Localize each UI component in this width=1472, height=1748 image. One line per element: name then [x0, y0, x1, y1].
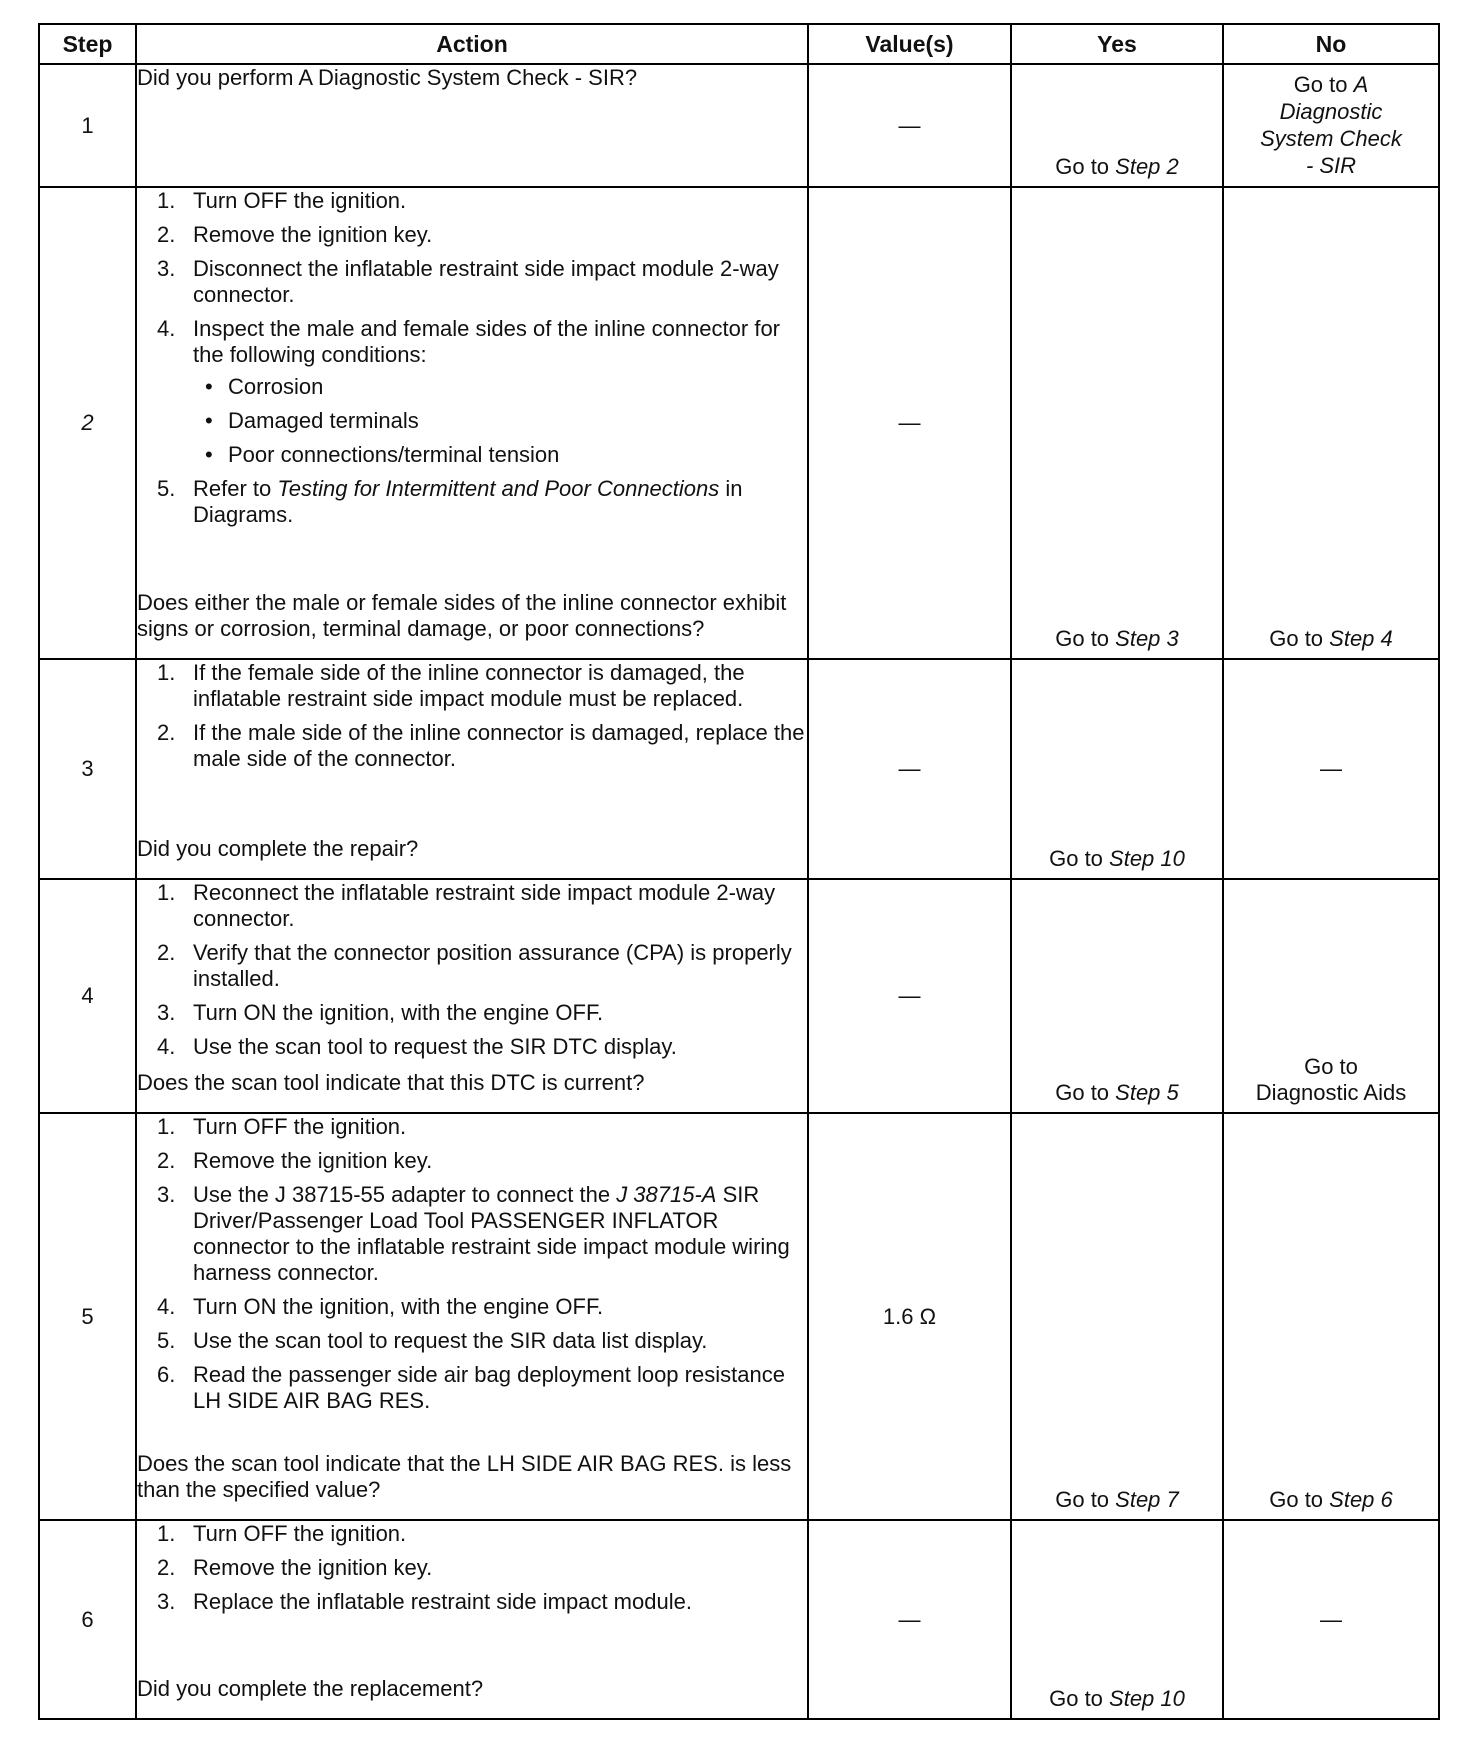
action-cell [136, 64, 808, 187]
header-step: Step [39, 24, 136, 64]
yes-cell [1011, 1520, 1223, 1719]
bullet-item: • Damaged terminals [193, 408, 807, 434]
no-cell [1223, 1113, 1439, 1520]
table-row-step-6 [39, 1520, 1439, 1719]
step-number: 6 [39, 1520, 136, 1719]
action-cell [136, 1113, 808, 1520]
step-number: 3 [39, 659, 136, 879]
no-cell [1223, 187, 1439, 659]
header-yes: Yes [1011, 24, 1223, 64]
value-cell: — [808, 64, 1011, 187]
yes-link[interactable]: Go to Step 3 [1055, 626, 1179, 651]
bullet-item: • Poor connections/terminal tension [193, 442, 807, 468]
list-item: 2. Remove the ignition key. [157, 1148, 433, 1173]
list-item: 3. Use the J 38715-55 adapter to connect the J 38715-A SIR Driver/Passenger Load Tool PASSENGER INFLATOR connector to the inflatable restraint side impact module wiring harness connector. [157, 1182, 790, 1285]
list-item: 4. Inspect the male and female sides of the inline connector for the following conditions: • Corrosion • Damaged terminals • Poor connections/terminal tension [137, 316, 807, 468]
no-link[interactable]: Go to Step 6 [1269, 1487, 1393, 1512]
yes-cell [1011, 1113, 1223, 1520]
yes-cell [1011, 64, 1223, 187]
no-value: — [1320, 756, 1342, 781]
table-row-step-2 [39, 187, 1439, 659]
list-item: 6. Read the passenger side air bag deployment loop resistance LH SIDE AIR BAG RES. [157, 1362, 785, 1413]
action-cell [136, 1520, 808, 1719]
yes-link[interactable] [1012, 154, 1222, 180]
no-prefix: Go to [1293, 72, 1354, 97]
yes-link[interactable]: Go to Step 7 [1055, 1487, 1179, 1512]
no-link[interactable] [1224, 71, 1438, 179]
value-cell: — [808, 659, 1011, 879]
question-text: Did you complete the repair? [137, 836, 419, 861]
no-link[interactable]: Go to Step 4 [1269, 626, 1393, 651]
step-list [137, 880, 807, 1068]
no-ref: A Diagnostic System Check - SIR [1260, 72, 1402, 178]
yes-link[interactable]: Go to Step 10 [1049, 846, 1185, 871]
header-row [39, 24, 1439, 64]
header-values: Value(s) [808, 24, 1011, 64]
list-item: 1. Turn OFF the ignition. [157, 188, 407, 213]
list-item: 4. Turn ON the ignition, with the engine OFF. [157, 1294, 604, 1319]
value-cell: — [808, 879, 1011, 1113]
yes-cell [1011, 187, 1223, 659]
step-number: 2 [39, 187, 136, 659]
list-item: 4. Use the scan tool to request the SIR DTC display. [157, 1034, 677, 1059]
list-item: 1. Turn OFF the ignition. [157, 1114, 407, 1139]
list-item: 2. Remove the ignition key. [157, 222, 433, 247]
bullet-item: • Corrosion [193, 374, 807, 400]
yes-prefix: Go to [1055, 154, 1116, 179]
action-cell [136, 659, 808, 879]
step-number: 4 [39, 879, 136, 1113]
step-list [137, 1114, 807, 1422]
list-item: 1. Reconnect the inflatable restraint side impact module 2-way connector. [157, 880, 776, 931]
action-cell [136, 187, 808, 659]
reference-link[interactable]: Testing for Intermittent and Poor Connections [277, 476, 720, 501]
list-item: 2. Remove the ignition key. [157, 1555, 433, 1580]
no-link[interactable] [1224, 1054, 1438, 1106]
no-cell [1223, 1520, 1439, 1719]
list-item: 2. Verify that the connector position assurance (CPA) is properly installed. [157, 940, 792, 991]
table-row-step-3 [39, 659, 1439, 879]
header-no: No [1223, 24, 1439, 64]
yes-cell [1011, 659, 1223, 879]
step-list [137, 1521, 807, 1623]
list-item: 3. Replace the inflatable restraint side impact module. [157, 1589, 692, 1614]
table-row-step-5 [39, 1113, 1439, 1520]
no-cell [1223, 659, 1439, 879]
table-row-step-4 [39, 879, 1439, 1113]
question-text: Does the scan tool indicate that the LH SIDE AIR BAG RES. is less than the specified value? [137, 1451, 792, 1502]
yes-link[interactable]: Go to Step 10 [1049, 1686, 1185, 1711]
header-action: Action [136, 24, 808, 64]
question-text: Did you perform A Diagnostic System Check - SIR? [137, 65, 638, 90]
value-cell: — [808, 1520, 1011, 1719]
list-item: 3. Disconnect the inflatable restraint side impact module 2-way connector. [157, 256, 779, 307]
step-list [137, 188, 807, 536]
tool-ref: J 38715-A [616, 1182, 717, 1207]
value-cell: 1.6 Ω [808, 1113, 1011, 1520]
step-number: 5 [39, 1113, 136, 1520]
list-item: 5. Refer to Testing for Intermittent and Poor Connections in Diagrams. [157, 476, 743, 527]
yes-ref: Step 2 [1115, 154, 1179, 179]
no-cell [1223, 64, 1439, 187]
diagnostic-page [38, 23, 1438, 1720]
action-cell [136, 879, 808, 1113]
no-value: — [1320, 1606, 1342, 1632]
no-line-2: Diagnostic Aids [1255, 1080, 1407, 1105]
no-cell [1223, 879, 1439, 1113]
yes-cell [1011, 879, 1223, 1113]
no-line-1: Go to [1304, 1054, 1358, 1079]
list-item: 3. Turn ON the ignition, with the engine OFF. [157, 1000, 604, 1025]
question-text: Does either the male or female sides of the inline connector exhibit signs or corrosion, terminal damage, or poor connections? [137, 590, 787, 641]
table-row-step-1 [39, 64, 1439, 187]
list-item: 5. Use the scan tool to request the SIR data list display. [157, 1328, 708, 1353]
step-number: 1 [39, 64, 136, 187]
yes-link[interactable]: Go to Step 5 [1055, 1080, 1179, 1105]
bullet-list [193, 374, 807, 468]
list-item: 2. If the male side of the inline connector is damaged, replace the male side of the connector. [157, 720, 805, 771]
question-text: Does the scan tool indicate that this DTC is current? [137, 1070, 645, 1095]
list-item: 1. Turn OFF the ignition. [157, 1521, 407, 1546]
diagnostic-table [38, 23, 1440, 1720]
list-item: 1. If the female side of the inline connector is damaged, the inflatable restraint side impact module must be replaced. [157, 660, 745, 711]
step-list [137, 660, 807, 780]
value-cell: — [808, 187, 1011, 659]
question-text: Did you complete the replacement? [137, 1676, 484, 1701]
